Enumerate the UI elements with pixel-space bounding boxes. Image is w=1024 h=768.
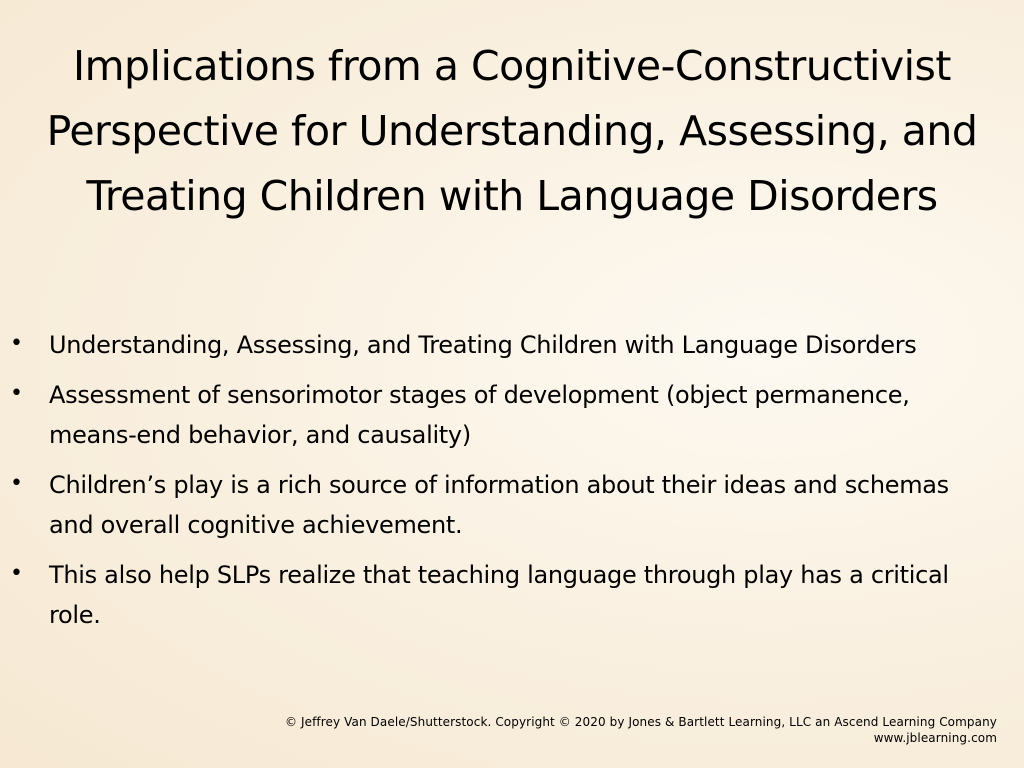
- slide-title: Implications from a Cognitive-Constructivist Perspective for Understanding, Assessing, and Treating Children with Language Disorders: [46, 42, 978, 220]
- bullet-icon: •: [10, 471, 23, 496]
- bullet-icon: •: [10, 331, 23, 356]
- copyright-notice: [285, 714, 997, 746]
- bullet-item: [10, 555, 1000, 635]
- bullet-icon: •: [10, 561, 23, 586]
- copyright-text: © Jeffrey Van Daele/Shutterstock. Copyright © 2020 by Jones & Bartlett Learning, LLC an Ascend Learning Company: [284, 715, 997, 729]
- bullet-text: Children’s play is a rich source of information about their ideas and schemas and overall cognitive achievement.: [49, 471, 949, 539]
- bullet-text: Understanding, Assessing, and Treating Children with Language Disorders: [49, 331, 917, 359]
- bullet-item: [10, 465, 1000, 545]
- bullet-list: [10, 325, 1000, 645]
- website-url: www.jblearning.com: [873, 731, 997, 745]
- bullet-text: This also help SLPs realize that teaching language through play has a critical role.: [49, 561, 949, 629]
- bullet-text: Assessment of sensorimotor stages of development (object permanence, means-end behavior, and causality): [49, 381, 910, 449]
- bullet-icon: •: [10, 381, 23, 406]
- bullet-item: [10, 375, 1000, 455]
- bullet-item: [10, 325, 1000, 365]
